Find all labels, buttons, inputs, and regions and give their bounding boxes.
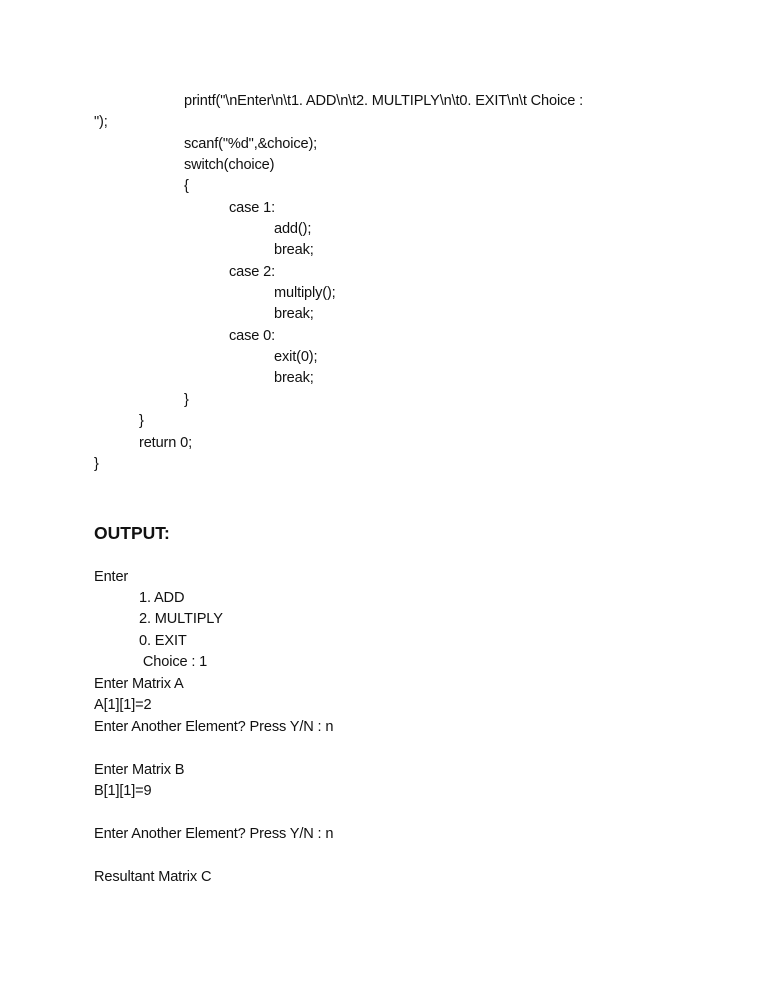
output-line: Enter Another Element? Press Y/N : n: [94, 826, 334, 842]
code-line: add();: [274, 221, 312, 237]
output-line: 2. MULTIPLY: [139, 611, 223, 627]
output-line: 1. ADD: [139, 590, 185, 606]
output-line: Choice : 1: [139, 654, 208, 670]
output-line: Resultant Matrix C: [94, 869, 212, 885]
code-line: break;: [274, 306, 314, 322]
code-line: }: [94, 456, 99, 472]
output-line: Enter: [94, 569, 129, 585]
code-line: }: [139, 413, 144, 429]
code-line: scanf("%d",&choice);: [184, 136, 318, 152]
code-line: ");: [94, 114, 108, 130]
code-line: multiply();: [274, 285, 336, 301]
output-heading: OUTPUT:: [94, 523, 170, 543]
code-line: case 1:: [229, 200, 276, 216]
output-line: 0. EXIT: [139, 633, 187, 649]
output-line: Enter Matrix A: [94, 676, 184, 692]
output-line: A[1][1]=2: [94, 697, 152, 713]
code-line: return 0;: [139, 435, 192, 451]
output-line: B[1][1]=9: [94, 783, 152, 799]
code-line: exit(0);: [274, 349, 318, 365]
output-line: Enter Another Element? Press Y/N : n: [94, 719, 334, 735]
code-line: case 0:: [229, 328, 276, 344]
output-line: Enter Matrix B: [94, 762, 185, 778]
code-line: }: [184, 392, 189, 408]
code-line: printf("\nEnter\n\t1. ADD\n\t2. MULTIPLY\n\t0. EXIT\n\t Choice :: [184, 93, 583, 109]
code-line: switch(choice): [184, 157, 275, 173]
code-line: {: [184, 178, 189, 194]
code-line: break;: [274, 370, 314, 386]
code-line: break;: [274, 242, 314, 258]
code-line: case 2:: [229, 264, 276, 280]
